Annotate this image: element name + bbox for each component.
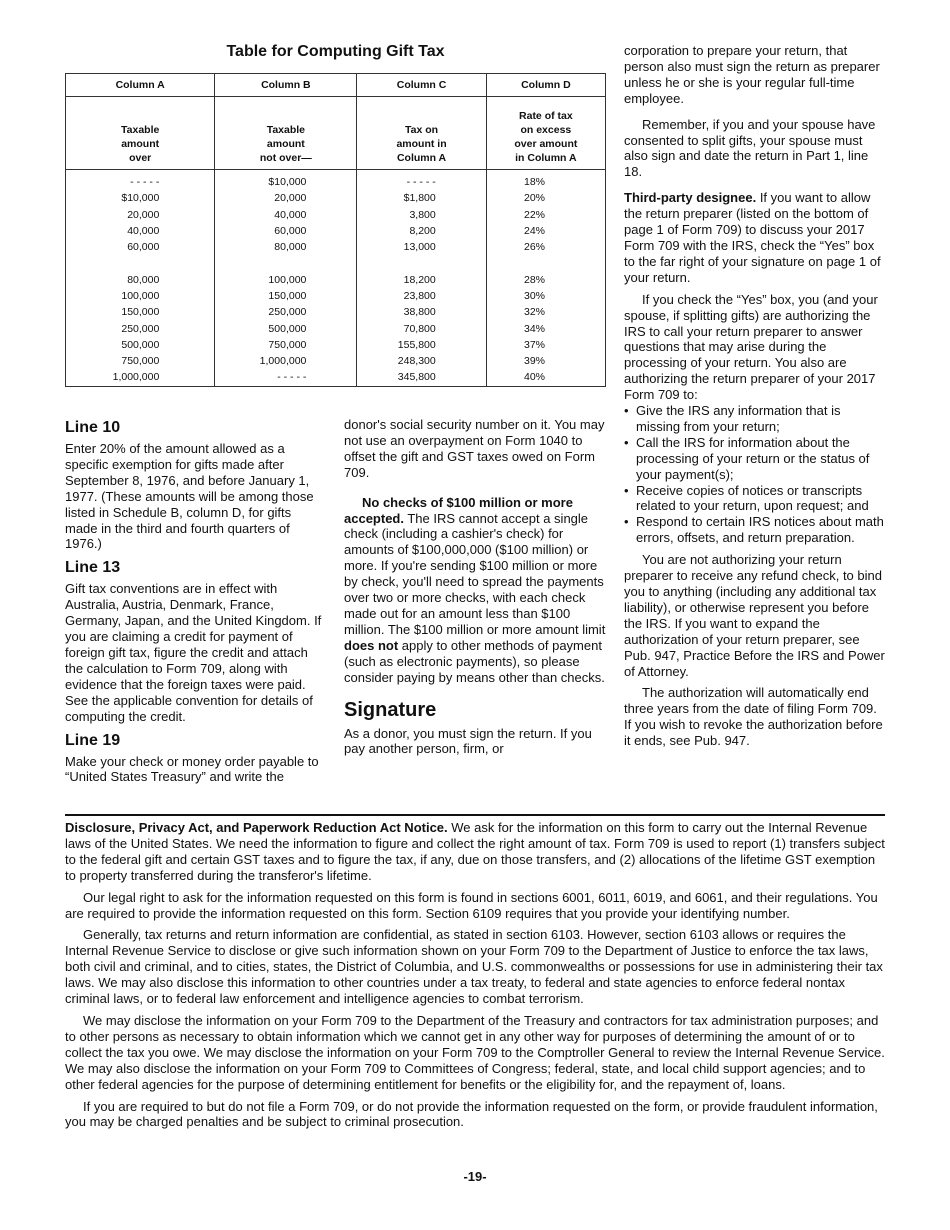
table-cell: 60,000 <box>215 223 357 239</box>
column-left <box>65 412 327 791</box>
subheader-line: Column A <box>396 152 447 164</box>
line10-text: Enter 20% of the amount allowed as a specific exemption for gifts made after September 8, 1976, and before January 1, 1977. (These amounts will be among those listed in Schedule B, column D, for gifts made in the third and fourth quarters of 1976.) <box>65 441 314 552</box>
spacer-cell <box>357 255 486 271</box>
table-cell: 23,800 <box>357 288 486 304</box>
column-subheader <box>66 97 215 170</box>
signature-text: As a donor, you must sign the return. If you pay another person, firm, or <box>344 725 592 757</box>
designee-text: If you want to allow the return preparer (listed on the bottom of page 1 of Form 709) to discuss your 2017 Form 709 with the IRS, check the “Yes” box to the far right of your signature on page 1 of your return. <box>624 190 881 285</box>
authorization-item <box>624 483 886 515</box>
table-cell: 150,000 <box>215 288 357 304</box>
if-yes-text: If you check the “Yes” box, you (and your spouse, if splitting gifts) are authorizing the IRS to call your return preparer to answer questions that may arise during the processing of your return. You also are authorizing the return preparer of your 2017 Form 709 to: <box>624 291 878 403</box>
table-cell: 24% <box>486 223 605 239</box>
table-cell: $1,800 <box>357 190 486 206</box>
table-cell: 500,000 <box>215 320 357 336</box>
no-checks-text: The IRS cannot accept a single check (including a cashier's check) for amounts of $100,000,000 ($100 million) or more. If you're sending $100 million or more by check, you'll need to spread the payments over two or more checks, with each check made out for an amount less than $100 million. The $100 million or more amount limit <box>344 510 606 637</box>
bullet-text: Receive copies of notices or transcripts related to your return, upon request; and <box>636 482 869 514</box>
table-row <box>66 288 606 304</box>
table-cell: 248,300 <box>357 353 486 369</box>
column-header: Column C <box>357 74 486 97</box>
authorization-item <box>624 435 886 483</box>
bullet-text: Respond to certain IRS notices about math errors, offsets, and return preparation. <box>636 514 884 546</box>
section-divider <box>65 814 885 816</box>
subheader-line: Taxable <box>121 124 160 136</box>
subheader-line: not over— <box>259 152 312 164</box>
notice-paragraph-1 <box>65 820 887 884</box>
authorization-list <box>624 403 886 546</box>
table-row <box>66 353 606 369</box>
subheader-line: Rate of tax <box>519 110 573 122</box>
line19-text: Make your check or money order payable to “United States Treasury” and write the <box>65 753 319 785</box>
table-cell: 100,000 <box>66 288 215 304</box>
table-cell: 345,800 <box>357 369 486 386</box>
subheader-line: over amount <box>514 138 578 150</box>
page-number: -19- <box>463 1169 487 1184</box>
bullet-icon: • <box>624 403 629 419</box>
table-row <box>66 369 606 386</box>
subheader-line: over <box>129 152 152 164</box>
subheader-line: on excess <box>520 124 572 136</box>
column-subheader <box>357 97 486 170</box>
table-cell: 250,000 <box>66 320 215 336</box>
bullet-text: Call the IRS for information about the processing of your return or the status of your payment(s); <box>636 434 870 482</box>
table-cell: 80,000 <box>215 239 357 255</box>
column-subheader <box>215 97 357 170</box>
table-cell: 37% <box>486 337 605 353</box>
table-cell: - - - - - <box>215 369 357 386</box>
no-checks-lead: No checks of $100 million or more accepted. <box>344 494 573 526</box>
not-authorizing-text: You are not authorizing your return preparer to receive any refund check, to bind you to anything (including any additional tax liability), or otherwise represent you before the IRS. If you want to expand the authorization of your return preparer, see Pub. 947, Practice Before the IRS and Power of Attorney. <box>624 552 885 679</box>
table-row <box>66 304 606 320</box>
table-cell: 32% <box>486 304 605 320</box>
table-cell: 60,000 <box>66 239 215 255</box>
no-checks-paragraph <box>344 495 608 686</box>
remember-text: Remember, if you and your spouse have consented to split gifts, your spouse must also sign and date the return in Part 1, line 18. <box>624 116 876 180</box>
table-row <box>66 320 606 336</box>
table-cell: 20,000 <box>66 207 215 223</box>
table-cell: 26% <box>486 239 605 255</box>
table-cell: 1,000,000 <box>66 369 215 386</box>
table-cell: 750,000 <box>66 353 215 369</box>
table-cell: 34% <box>486 320 605 336</box>
table-cell: 80,000 <box>66 271 215 287</box>
table-cell: 38,800 <box>357 304 486 320</box>
subheader-line: amount in <box>396 138 447 150</box>
notice-paragraph-3: Generally, tax returns and return information are confidential, as stated in section 6103. However, section 6103 allows or requires the Internal Revenue Service to disclose or give such information shown on your Form 709 to the Department of Justice to enforce the tax laws, both civil and criminal, and to cities, states, the District of Columbia, and U.S. commonwealths or possessions for use in administering their tax laws. We may also disclose this information to other countries under a tax treaty, to federal and state agencies to enforce federal nontax criminal laws, or to federal law enforcement and intelligence agencies to combat terrorism. <box>65 927 883 1007</box>
line19-heading: Line 19 <box>65 731 121 749</box>
designee-lead: Third-party designee. <box>624 190 757 206</box>
signature-heading: Signature <box>344 698 437 721</box>
table-cell: 1,000,000 <box>215 353 357 369</box>
table-cell: 20% <box>486 190 605 206</box>
notice-paragraph-2: Our legal right to ask for the information requested on this form is found in sections 6001, 6011, 6019, and 6061, and their regulations. You are required to provide the information requested on this form. Section 6109 requires that you provide your identifying number. <box>65 889 878 921</box>
gift-tax-table <box>65 73 606 387</box>
column-header: Column B <box>215 74 357 97</box>
table-cell: 39% <box>486 353 605 369</box>
table-cell: $10,000 <box>215 170 357 191</box>
notice-lead: Disclosure, Privacy Act, and Paperwork Reduction Act Notice. <box>65 820 448 835</box>
authorization-item <box>624 514 886 546</box>
bullet-text: Give the IRS any information that is missing from your return; <box>636 403 841 434</box>
table-cell: 100,000 <box>215 271 357 287</box>
subheader-line: Tax on <box>405 124 439 136</box>
table-cell: 70,800 <box>357 320 486 336</box>
column-right <box>624 43 886 755</box>
table-cell: 18,200 <box>357 271 486 287</box>
bullet-icon: • <box>624 514 629 530</box>
subheader-line: amount <box>121 138 160 150</box>
table-cell: 750,000 <box>215 337 357 353</box>
table-row <box>66 239 606 255</box>
column-header: Column D <box>486 74 605 97</box>
table-cell: - - - - - <box>66 170 215 191</box>
table-cell: 3,800 <box>357 207 486 223</box>
spacer-cell <box>486 255 605 271</box>
subheader-line: in Column A <box>515 152 577 164</box>
notice-text: We ask for the information on this form to carry out the Internal Revenue laws of the United States. We need the information to figure and collect the right amount of tax. Form 709 is used to report (1) transfers subject to the federal gift and certain GST taxes and to figure the tax, if any, due on those transfers, and (2) allocations of the lifetime GST exemption to property transferred during the transferor's lifetime. <box>65 820 885 883</box>
payment-continued-text: donor's social security number on it. You may not use an overpayment on Form 1040 to offset the gift and GST taxes owed on Form 709. <box>344 417 605 480</box>
table-row <box>66 170 606 191</box>
column-header: Column A <box>66 74 215 97</box>
table-cell: - - - - - <box>357 170 486 191</box>
line10-heading: Line 10 <box>65 419 121 436</box>
does-not-emphasis: does not <box>344 637 399 653</box>
table-row <box>66 207 606 223</box>
table-cell: 40% <box>486 369 605 386</box>
line13-heading: Line 13 <box>65 559 121 577</box>
subheader-line: amount <box>266 138 305 150</box>
spacer-cell <box>215 255 357 271</box>
line13-text: Gift tax conventions are in effect with Australia, Austria, Denmark, France, Germany, Japan, and the United Kingdom. If you are claiming a credit for payment of foreign gift tax, figure the credit and attach the calculation to Form 709, along with evidence that the foreign taxes were paid. See the applicable convention for details of computing the credit. <box>65 581 322 724</box>
table-cell: 250,000 <box>215 304 357 320</box>
spacer-cell <box>66 255 215 271</box>
preparer-continued-text: corporation to prepare your return, that person also must sign the return as preparer unless he or she is your regular full-time employee. <box>624 43 880 106</box>
designee-paragraph <box>624 190 886 285</box>
table-row <box>66 223 606 239</box>
column-middle <box>344 417 608 763</box>
table-row <box>66 190 606 206</box>
notice-paragraph-5: If you are required to but do not file a Form 709, or do not provide the information requested on the form, or provide fraudulent information, you may be charged penalties and be subject to criminal prosecution. <box>65 1098 878 1130</box>
spacer-row <box>66 255 606 271</box>
no-checks-text-end: apply to other methods of payment (such as electronic payments), so please consider paying by means other than checks. <box>344 637 605 685</box>
table-cell: 8,200 <box>357 223 486 239</box>
table-row <box>66 271 606 287</box>
notice-paragraph-4: We may disclose the information on your Form 709 to the Department of the Treasury and contractors for tax administration purposes; and to other persons as necessary to obtain information which we cannot get in any other way for purposes of determining the amount of or to collect the tax you owe. We may disclose the information on your Form 709 to the Comptroller General to review the Internal Revenue Service. We may also disclose the information on your Form 709 to Committees of Congress; federal, state, and local child support agencies; and to other federal agencies for the purpose of determining entitlement for benefits or the eligibility for, and the repayment of, loans. <box>65 1012 885 1092</box>
table-row <box>66 337 606 353</box>
table-cell: 30% <box>486 288 605 304</box>
table-cell: 20,000 <box>215 190 357 206</box>
privacy-notice <box>65 820 887 1136</box>
column-subheader <box>486 97 605 170</box>
table-cell: 28% <box>486 271 605 287</box>
table-cell: 155,800 <box>357 337 486 353</box>
table-cell: 40,000 <box>215 207 357 223</box>
table-cell: 18% <box>486 170 605 191</box>
table-cell: 22% <box>486 207 605 223</box>
table-cell: 40,000 <box>66 223 215 239</box>
table-cell: 13,000 <box>357 239 486 255</box>
table-cell: 150,000 <box>66 304 215 320</box>
bullet-icon: • <box>624 434 629 450</box>
authorization-end-text: The authorization will automatically end three years from the date of filing Form 709. If you wish to revoke the authorization before it ends, see Pub. 947. <box>624 685 883 749</box>
bullet-icon: • <box>624 482 629 498</box>
table-cell: $10,000 <box>66 190 215 206</box>
table-title: Table for Computing Gift Tax <box>226 43 445 60</box>
authorization-item <box>624 403 886 435</box>
subheader-line: Taxable <box>266 124 306 136</box>
table-cell: 500,000 <box>66 337 215 353</box>
